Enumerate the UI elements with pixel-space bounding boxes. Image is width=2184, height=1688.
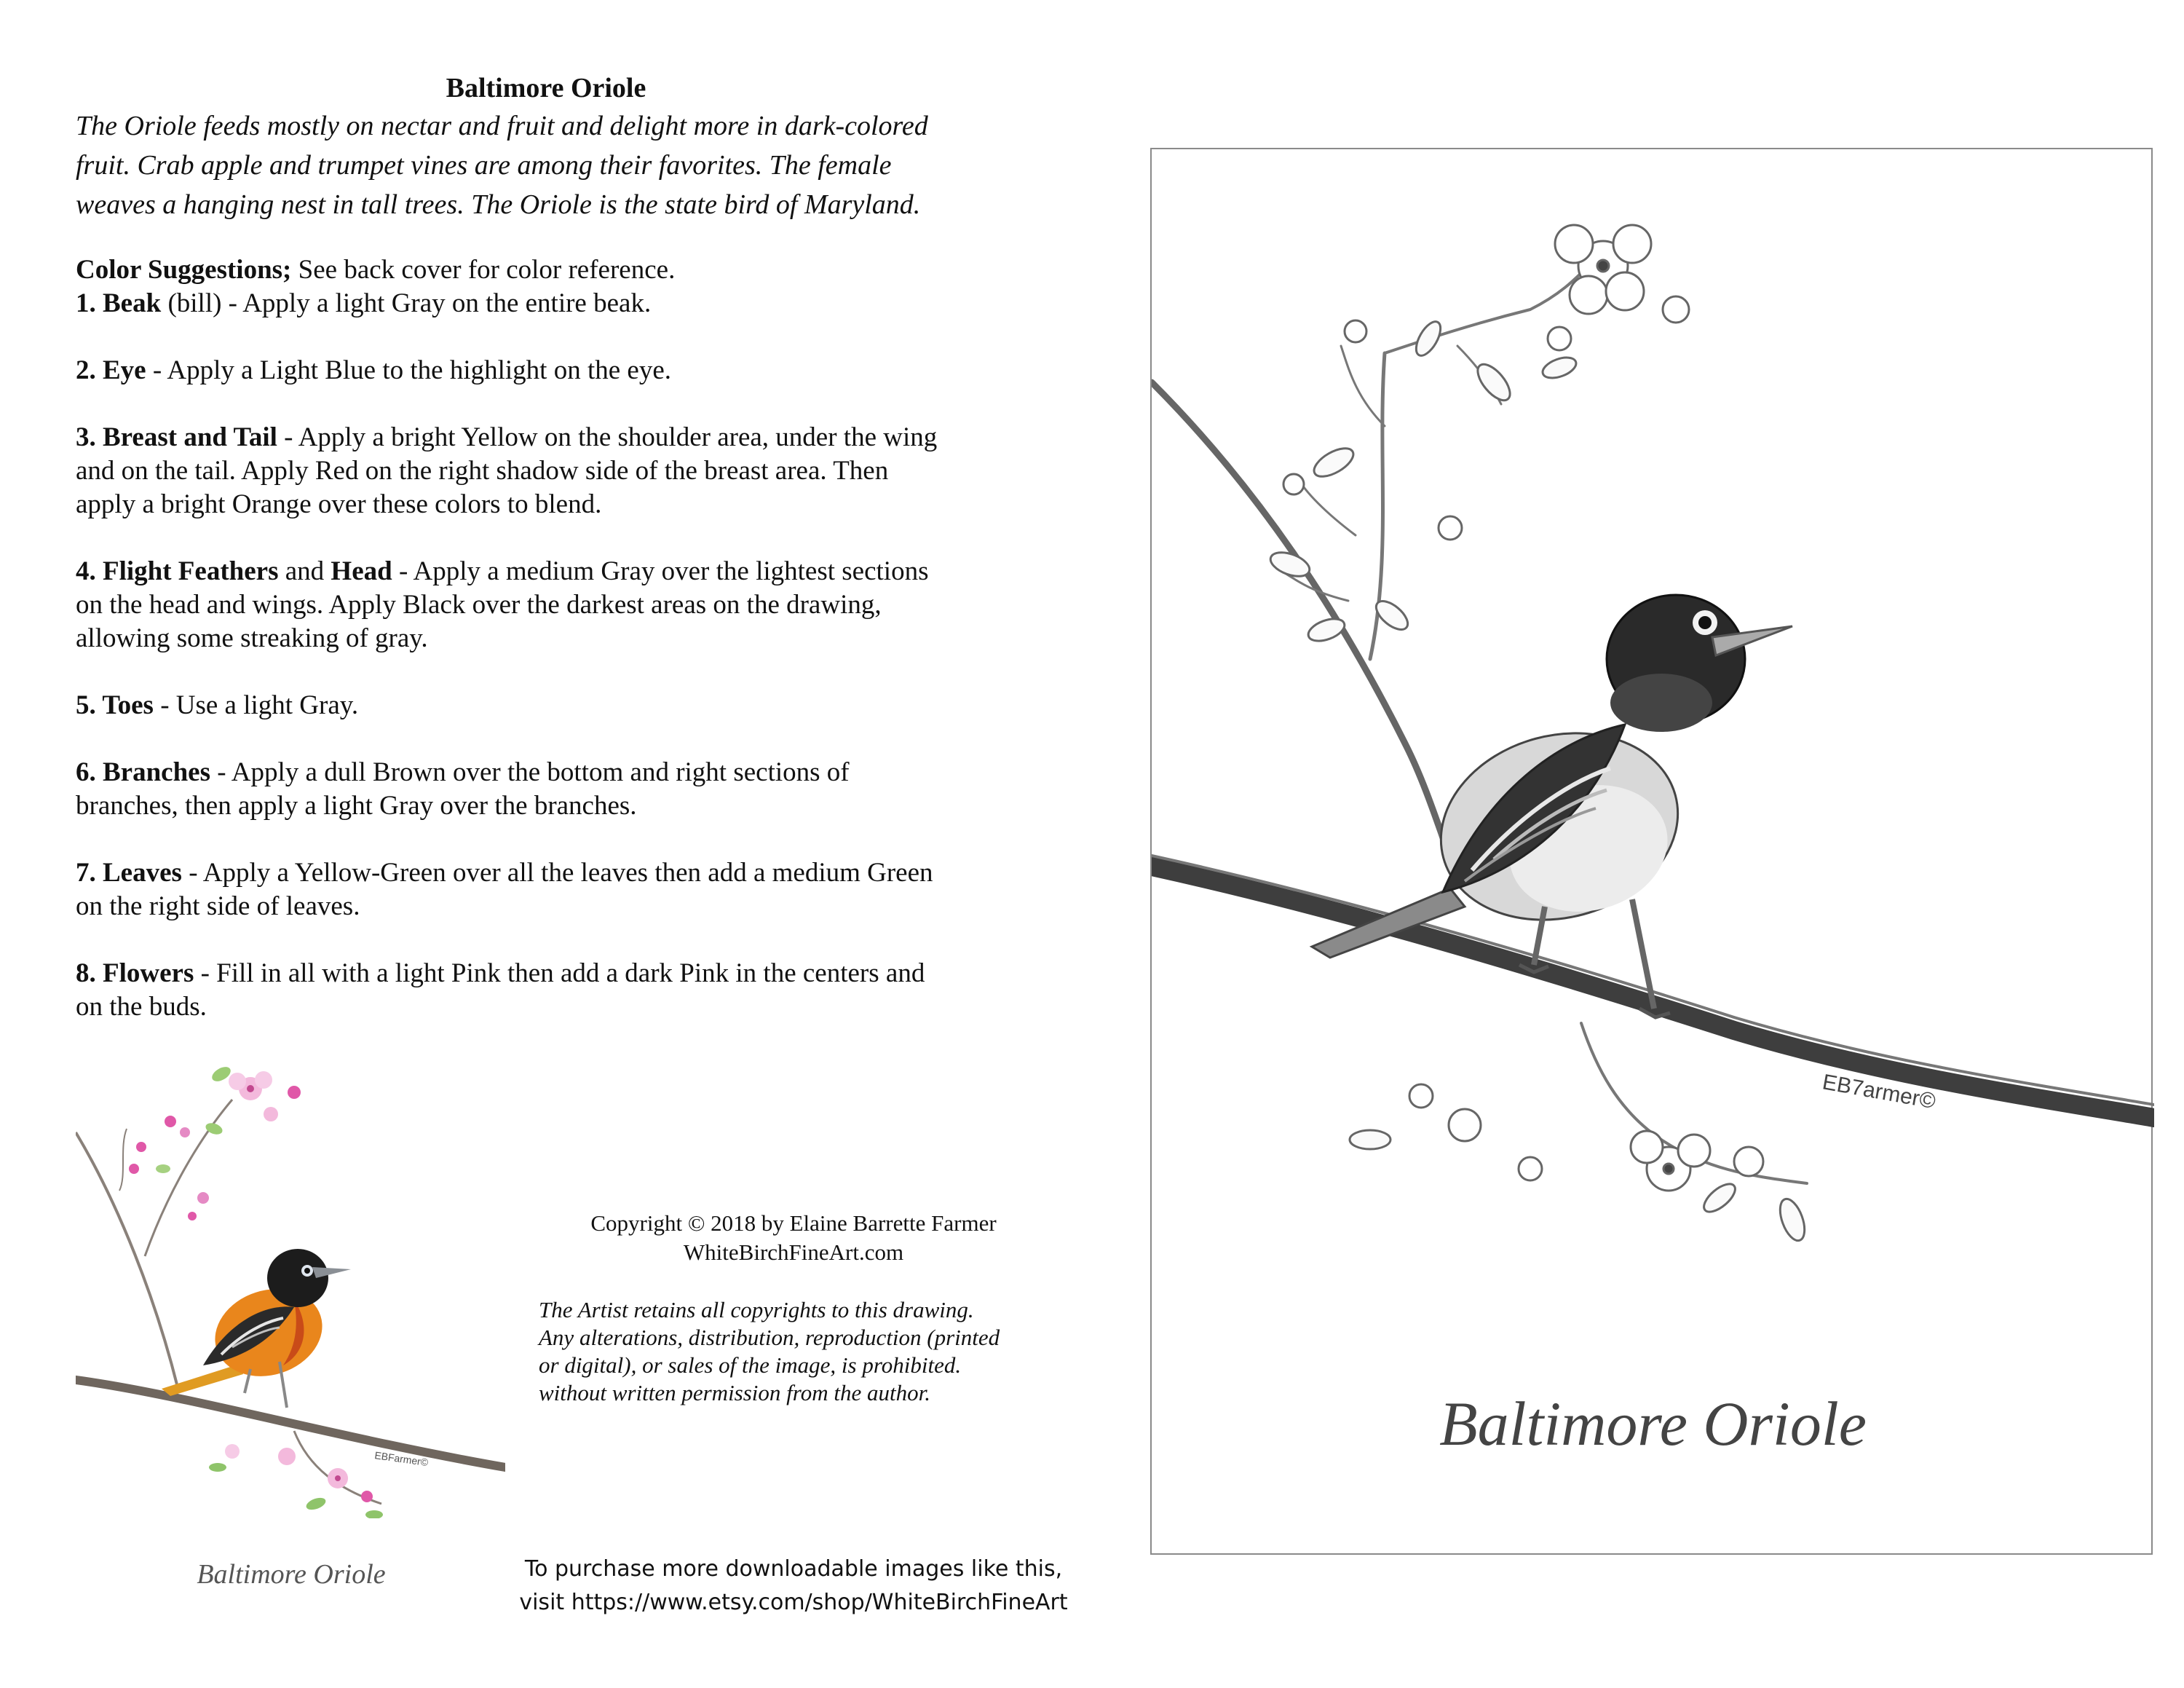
suggestion-leaves: 7. Leaves - Apply a Yellow-Green over all the leaves then add a medium Green — [76, 858, 933, 888]
suggestion-flight-feathers-cont: on the head and wings. Apply Black over the darkest areas on the drawing, — [76, 590, 882, 620]
intro-line: fruit. Crab apple and trumpet vines are among their favorites. The female — [76, 150, 892, 181]
rights-notice — [539, 1296, 1092, 1407]
pencil-oriole-drawing — [1152, 149, 2154, 1556]
suggestion-flight-feathers-head: 4. Flight Feathers and Head - Apply a medium Gray over the lightest sections — [76, 556, 929, 586]
intro-line: The Oriole feeds mostly on nectar and fruit and delight more in dark-colored — [76, 111, 928, 141]
thumbnail-signature: EBFarmer© — [373, 1449, 430, 1469]
copyright-block — [531, 1209, 1056, 1267]
drawing-signature: EB7armer© — [1820, 1070, 1938, 1114]
intro-paragraph — [76, 106, 1037, 224]
colored-oriole-thumbnail — [76, 1060, 505, 1518]
suggestion-flowers: 8. Flowers - Fill in all with a light Pink then add a dark Pink in the centers and — [76, 958, 925, 988]
page-title: Baltimore Oriole — [446, 73, 646, 103]
suggestion-toes: 5. Toes - Use a light Gray. — [76, 690, 359, 720]
website-line: WhiteBirchFineArt.com — [683, 1239, 904, 1265]
suggestion-breast-tail-cont: and on the tail. Apply Red on the right shadow side of the breast area. Then — [76, 456, 889, 486]
rights-line: Any alterations, distribution, reproduction (printed — [539, 1325, 1000, 1350]
rights-line: The Artist retains all copyrights to this drawing. — [539, 1297, 974, 1322]
color-suggestions — [76, 253, 1095, 1024]
purchase-link[interactable]: visit https://www.etsy.com/shop/WhiteBirchFineArt — [519, 1590, 1068, 1615]
card-title: Baltimore Oriole — [1439, 1389, 1867, 1459]
copyright-line: Copyright © 2018 by Elaine Barrette Farmer — [590, 1210, 997, 1236]
suggestion-flight-feathers-cont: allowing some streaking of gray. — [76, 623, 428, 653]
suggestion-breast-tail-cont: apply a bright Orange over these colors to blend. — [76, 489, 602, 519]
purchase-line: To purchase more downloadable images like this, — [524, 1556, 1063, 1582]
suggestion-branches: 6. Branches - Apply a dull Brown over the bottom and right sections of — [76, 757, 850, 787]
suggestion-breast-tail: 3. Breast and Tail - Apply a bright Yellow on the shoulder area, under the wing — [76, 422, 938, 452]
purchase-note — [466, 1553, 1121, 1620]
suggestion-eye: 2. Eye - Apply a Light Blue to the highlight on the eye. — [76, 355, 672, 385]
suggestion-branches-cont: branches, then apply a light Gray over the branches. — [76, 791, 637, 821]
pink-flower-icon — [229, 1071, 301, 1121]
suggestion-flowers-cont: on the buds. — [76, 992, 207, 1022]
oriole-sketch — [1312, 595, 1792, 1017]
suggestion-beak: 1. Beak (bill) - Apply a light Gray on the entire beak. — [76, 288, 652, 318]
suggestion-leaves-cont: on the right side of leaves. — [76, 891, 360, 921]
drawing-card — [1150, 148, 2153, 1555]
intro-line: weaves a hanging nest in tall trees. The Oriole is the state bird of Maryland. — [76, 189, 921, 220]
color-suggestions-heading: Color Suggestions; See back cover for color reference. — [76, 255, 676, 285]
rights-line: or digital), or sales of the image, is prohibited. — [539, 1352, 962, 1378]
thumbnail-caption: Baltimore Oriole — [197, 1559, 386, 1590]
rights-line: without written permission from the author. — [539, 1380, 930, 1405]
